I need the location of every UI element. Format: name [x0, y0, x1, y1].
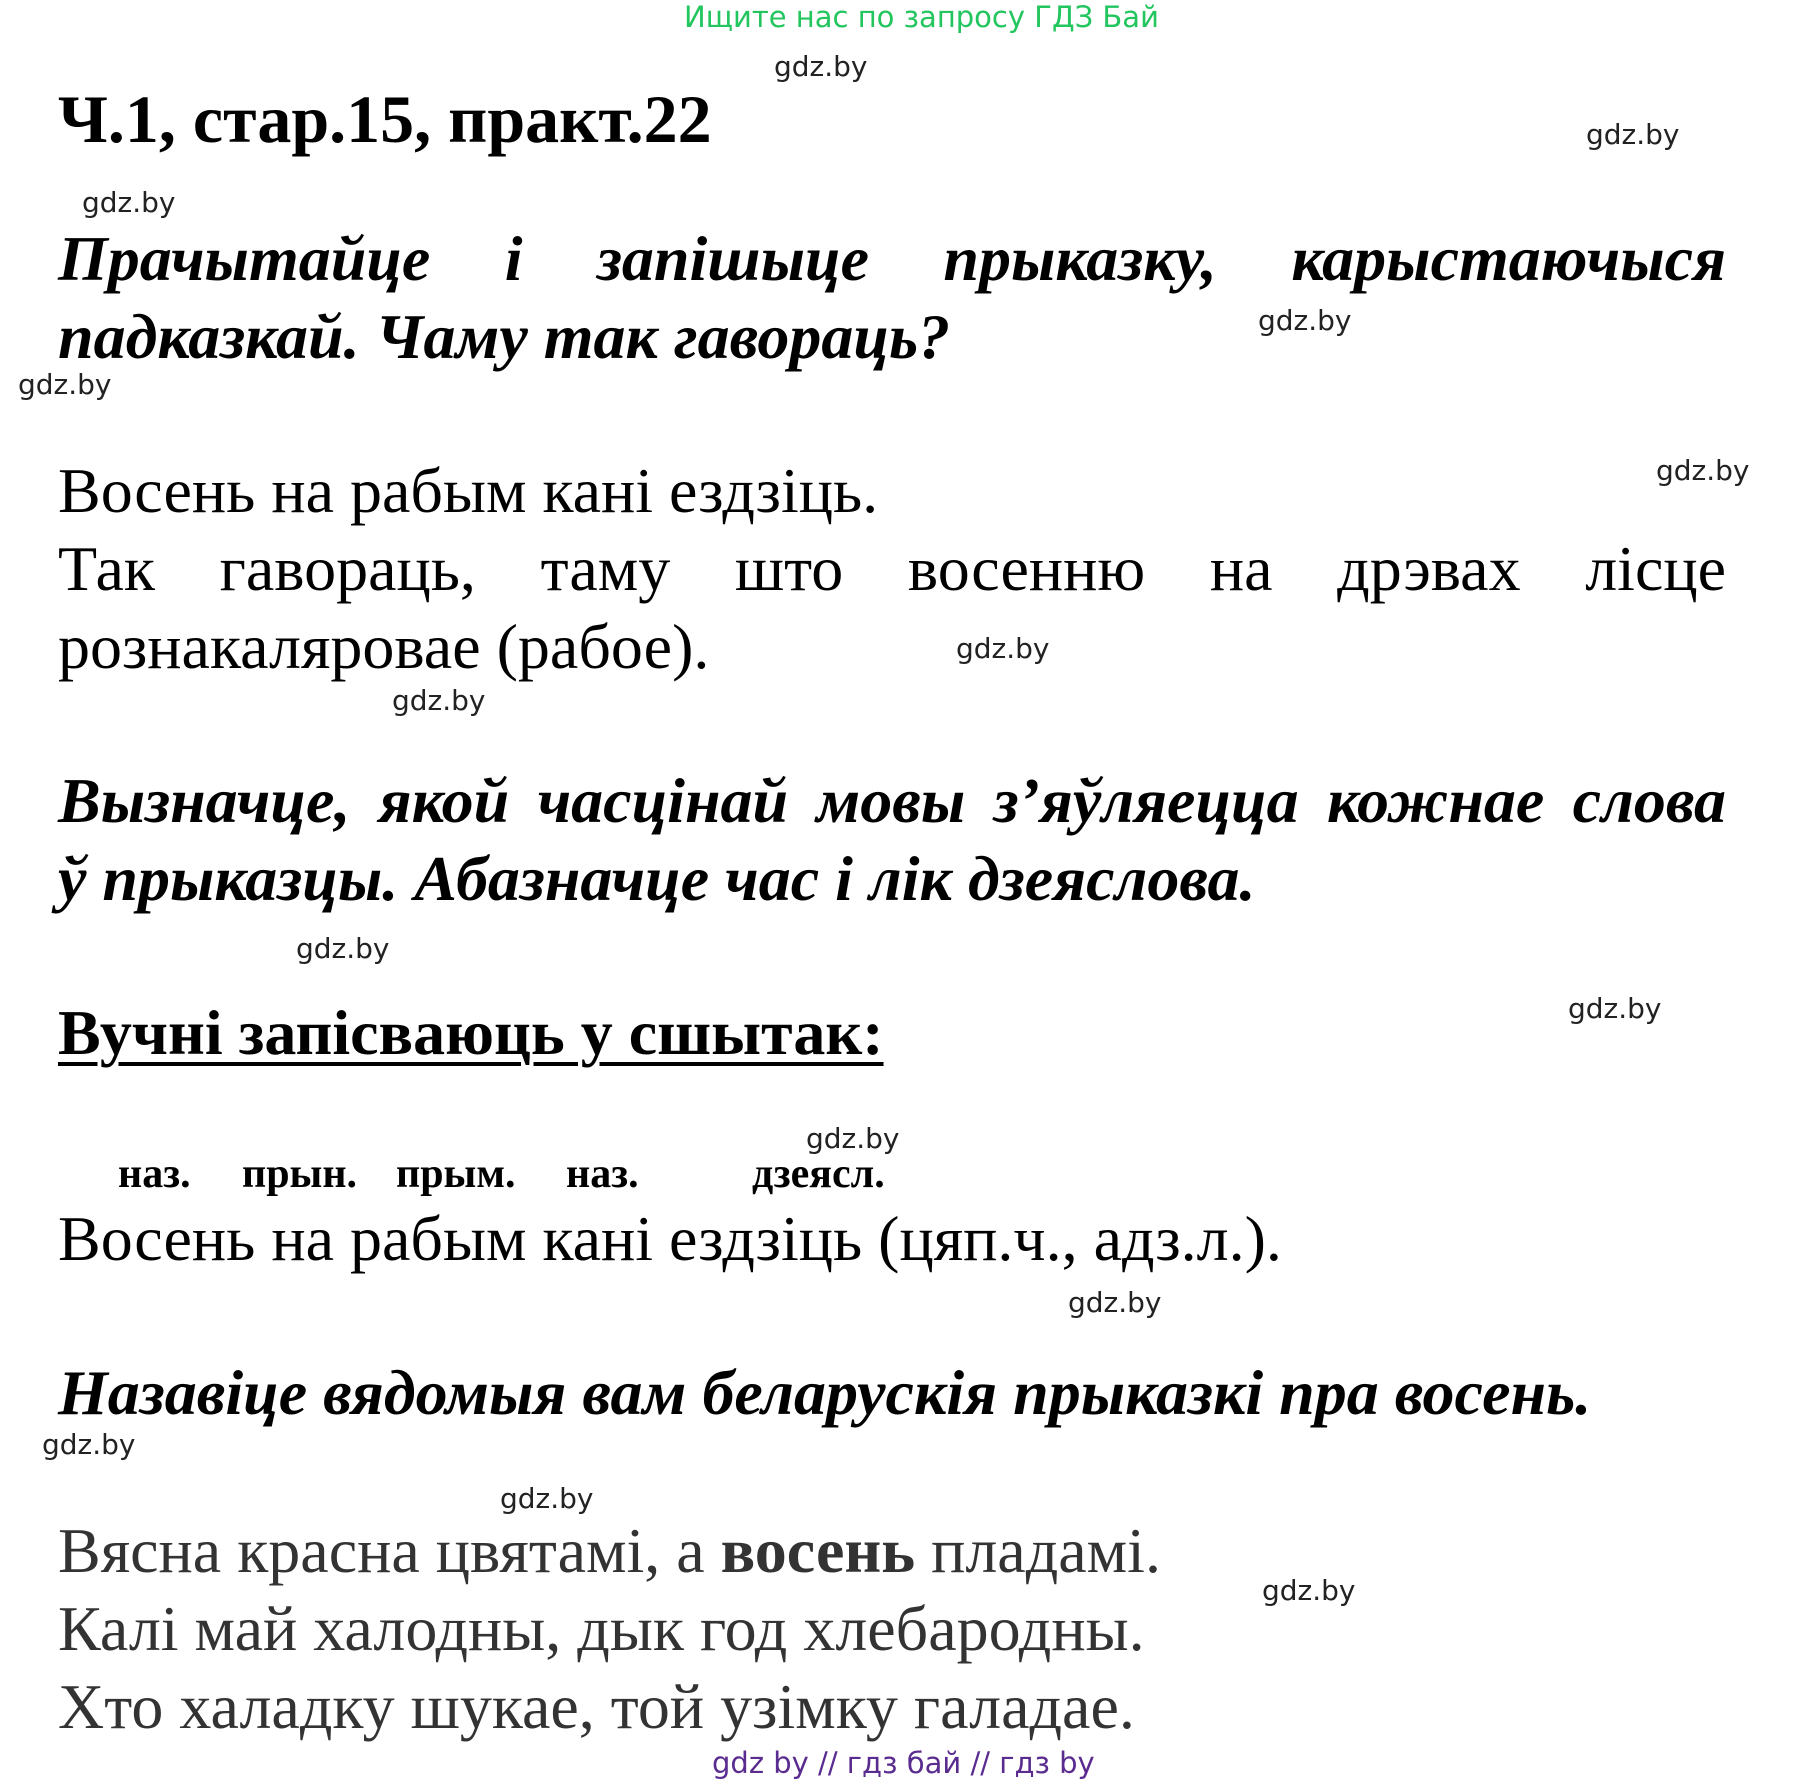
pos-label-verb: дзеясл. — [752, 1151, 885, 1197]
task-3 — [58, 1354, 1726, 1432]
watermark: gdz.by — [1568, 992, 1662, 1025]
notebook-heading: Вучні запісваюць у сшытак: — [58, 997, 884, 1068]
task-2-line-1: Вызначце, якой часцінай мовы з’яўляецца кожнае слова — [58, 765, 1726, 836]
watermark: gdz.by — [296, 932, 390, 965]
watermark: gdz.by — [42, 1428, 136, 1461]
watermark: gdz.by — [82, 186, 176, 219]
proverbs-list — [58, 1512, 1726, 1746]
watermark: gdz.by — [500, 1482, 594, 1515]
proverb-3: Хто халадку шукае, той узімку галадае. — [58, 1671, 1135, 1742]
task-1-line-2: падказкай. Чаму так гавораць? — [58, 301, 951, 372]
answer-1-proverb: Восень на рабым кані ездзіць. — [58, 455, 879, 526]
banner-text: Ищите нас по запросу ГДЗ Бай — [684, 0, 1159, 34]
analyzed-sentence-text: Восень на рабым кані ездзіць (цяп.ч., адз.л.). — [58, 1203, 1282, 1274]
proverb-1-end: пладамі. — [915, 1515, 1161, 1586]
watermark: gdz.by — [956, 632, 1050, 665]
task-3-line: Назавіце вядомыя вам беларускія прыказкі пра восень. — [58, 1357, 1592, 1428]
pos-label-noun-2: наз. — [566, 1151, 639, 1197]
answer-1-line-2: Так гавораць, таму што восенню на дрэвах лісце — [58, 533, 1726, 604]
footer-text: gdz by // гдз бай // гдз by — [712, 1746, 1095, 1780]
proverb-1-start: Вясна красна цвятамі, а — [58, 1515, 721, 1586]
pos-label-preposition: прын. — [242, 1151, 358, 1197]
watermark: gdz.by — [774, 50, 868, 83]
page-title: Ч.1, стар.15, практ.22 — [58, 81, 712, 157]
watermark: gdz.by — [18, 368, 112, 401]
watermark: gdz.by — [806, 1122, 900, 1155]
watermark: gdz.by — [1262, 1574, 1356, 1607]
analyzed-sentence — [58, 1200, 1726, 1278]
watermark: gdz.by — [1258, 304, 1352, 337]
answer-1-line-3: рознакаляровае (рабое). — [58, 611, 710, 682]
watermark: gdz.by — [392, 684, 486, 717]
watermark: gdz.by — [1068, 1286, 1162, 1319]
proverb-1 — [58, 1512, 1726, 1590]
task-2 — [58, 762, 1726, 918]
task-2-line-2: ў прыказцы. Абазначце час і лік дзеяслова. — [58, 843, 1256, 914]
watermark: gdz.by — [1586, 118, 1680, 151]
watermark: gdz.by — [1656, 454, 1750, 487]
proverb-2: Калі май халодны, дык год хлебародны. — [58, 1593, 1145, 1664]
proverb-1-bold-word: восень — [720, 1515, 916, 1586]
pos-label-noun-1: наз. — [118, 1151, 191, 1197]
answer-1 — [58, 452, 1726, 686]
task-1 — [58, 220, 1726, 376]
task-1-line-1: Прачытайце і запішыце прыказку, карыстаючыся — [58, 223, 1726, 294]
pos-label-adjective: прым. — [396, 1151, 516, 1197]
